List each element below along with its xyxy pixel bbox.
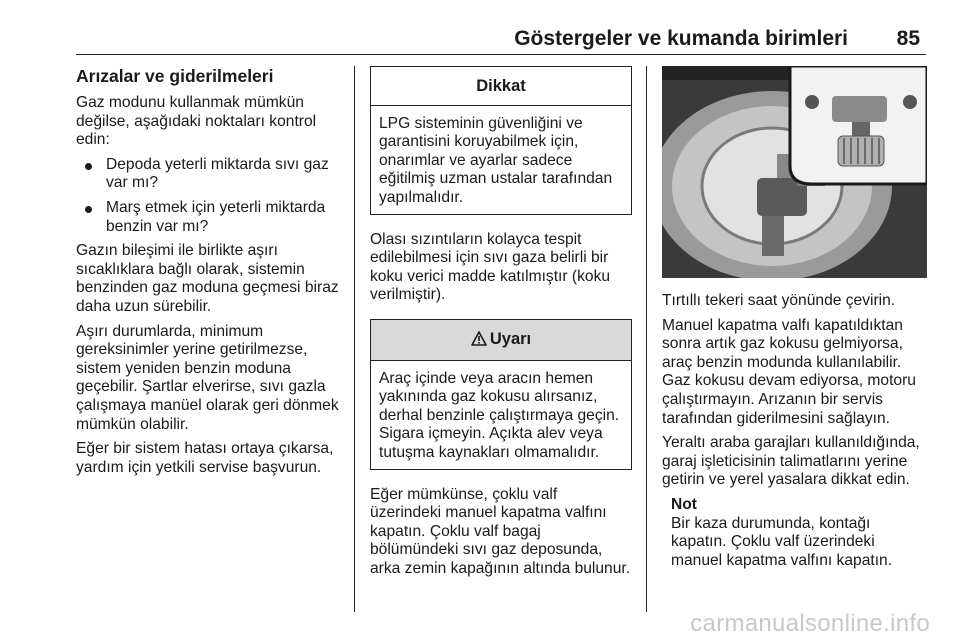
paragraph: Aşırı durumlarda, minimum gereksinimler yerine getirilmezse, sistem yeniden benzin moduna geçebilir. Şartlar elverirse, sıvı gazla çalışmaya manüel olarak geri dönmek mümkün olabilir. <box>76 322 339 433</box>
page-title: Göstergeler ve kumanda birimleri <box>514 27 848 50</box>
column-1 <box>76 66 341 483</box>
paragraph: Eğer bir sistem hatası ortaya çıkarsa, yardım için yetkili servise başvurun. <box>76 440 334 476</box>
warning-text: Araç içinde veya aracın hemen yakınında gaz kokusu alırsanız, derhal benzinle çalıştırmaya geçin. Sigara içmeyin. Açıkta alev veya tutuşma kaynakları olmamalıdır. <box>379 369 620 461</box>
note-title: Not <box>671 495 697 513</box>
paragraph: Tırtıllı tekeri saat yönünde çevirin. <box>662 292 896 309</box>
list-item: Marş etmek için yeterli miktarda benzin var mı? <box>76 199 341 236</box>
column-3 <box>662 66 927 570</box>
valve-illustration <box>662 66 927 278</box>
check-list <box>76 156 341 236</box>
paragraph: Gazın bileşimi ile birlikte aşırı sıcaklıklara bağlı olarak, sistemin benzinden gaz moduna geçmesi biraz daha uzun sürebilir. <box>76 242 339 315</box>
caution-box <box>370 66 632 215</box>
warning-title: Uyarı <box>489 329 532 348</box>
caution-title: Dikkat <box>371 67 631 106</box>
paragraph: Eğer mümkünse, çoklu valf üzerindeki manuel kapatma valfını kapatın. Çoklu valf bagaj bölümündeki sıvı gaz deposunda, arka zemin kapağının altında bulunur. <box>370 485 631 577</box>
header-rule <box>76 54 926 55</box>
section-heading: Arızalar ve giderilmeleri <box>76 66 274 86</box>
intro-paragraph: Gaz modunu kullanmak mümkün değilse, aşağıdaki noktaları kontrol edin: <box>76 94 317 149</box>
list-item: Depoda yeterli miktarda sıvı gaz var mı? <box>76 156 341 193</box>
paragraph: Yeraltı araba garajları kullanıldığında, garaj işleticisinin talimatlarını yerine getirin ve yerel yasalara dikkat edin. <box>662 434 920 489</box>
multivalve-image <box>662 66 927 278</box>
note-text: Bir kaza durumunda, kontağı kapatın. Çoklu valf üzerindeki manuel kapatma valfını kapatın. <box>671 514 893 569</box>
column-divider-1 <box>354 66 355 612</box>
paragraph: Manuel kapatma valfı kapatıldıktan sonra artık gaz kokusu gelmiyorsa, araç benzin modunda kullanılabilir. Gaz kokusu devam ediyorsa, motoru çalıştırmayın. Arızanın bir servis tarafından giderilmesini sağlayın. <box>662 316 916 427</box>
column-divider-2 <box>646 66 647 612</box>
warning-box <box>370 319 632 470</box>
page-number: 85 <box>896 27 920 50</box>
watermark: carmanualsonline.info <box>690 610 930 637</box>
note-block <box>662 496 927 570</box>
warning-icon <box>471 331 487 351</box>
warning-header <box>371 320 631 361</box>
paragraph: Olası sızıntıların kolayca tespit edilebilmesi için sıvı gaza belirli bir koku verici madde katılmıştır (koku verilmiştir). <box>370 230 611 304</box>
caution-text: LPG sisteminin güvenliğini ve garantisini koruyabilmek için, onarımlar ve ayarlar sadece eğitilmiş uzman ustalar tarafından yapılmalıdır. <box>379 114 613 206</box>
bullet-icon <box>85 206 92 213</box>
column-2 <box>370 66 632 584</box>
bullet-icon <box>85 163 92 170</box>
